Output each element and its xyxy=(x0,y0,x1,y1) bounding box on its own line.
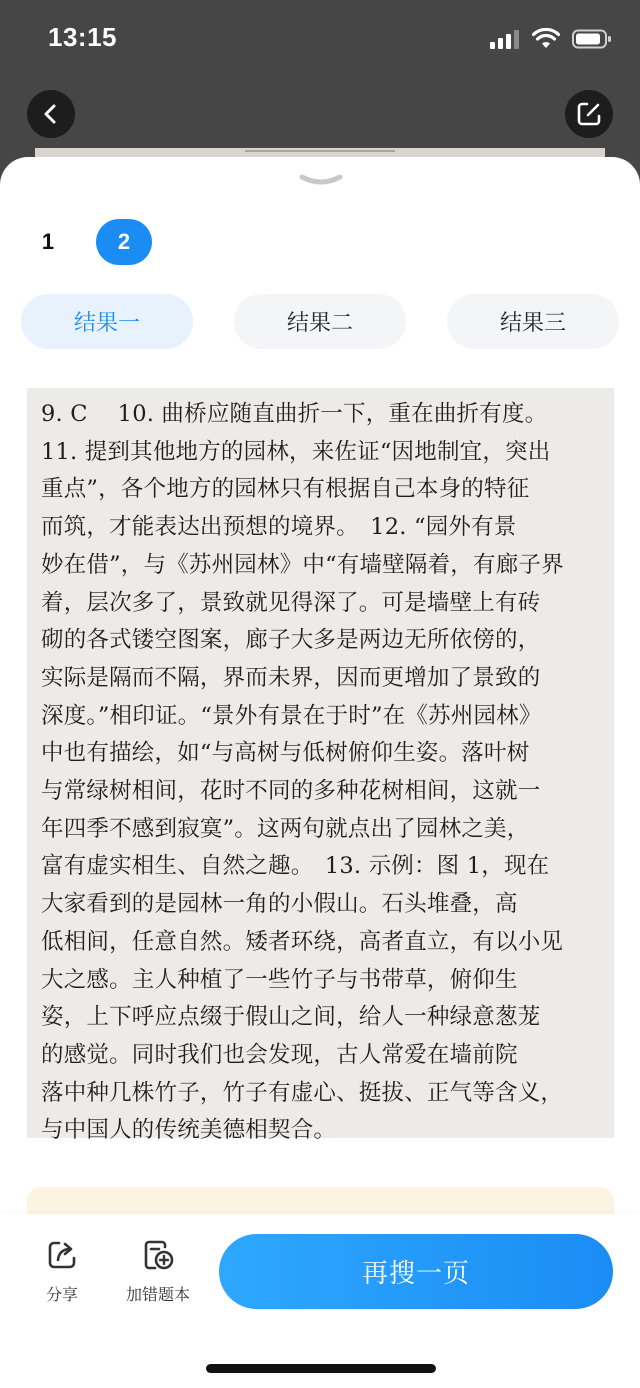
answer-line: 实际是隔而不隔，界而未界，因而更增加了景致的 xyxy=(41,664,541,691)
answer-line: 而筑，才能表达出预想的境界。 12. “园外有景 xyxy=(41,514,517,541)
search-again-button[interactable]: 再搜一页 xyxy=(219,1234,613,1309)
answer-line: 中也有描绘，如“与高树与低树俯仰生姿。落叶树 xyxy=(41,740,530,767)
bottom-toolbar xyxy=(0,1214,640,1388)
wifi-icon xyxy=(532,28,560,49)
add-wrong-book-icon xyxy=(141,1238,175,1272)
result-tab-1[interactable]: 结果一 xyxy=(21,294,193,349)
answer-line: 富有虚实相生、自然之趣。 13. 示例：图 1，现在 xyxy=(41,853,550,880)
answer-line: 9. C 10. 曲桥应随直曲折一下，重在曲折有度。 xyxy=(41,401,548,427)
answer-line: 低相间，任意自然。矮者环绕，高者直立，有以小见 xyxy=(41,928,564,955)
answer-line: 深度。”相印证。“景外有景在于时”在《苏州园林》 xyxy=(41,702,542,729)
answer-line: 落中种几株竹子，竹子有虚心、挺拔、正气等含义， xyxy=(41,1079,564,1106)
page-tab-2[interactable]: 2 xyxy=(96,219,152,265)
answer-line: 与中国人的传统美德相契合。 xyxy=(41,1117,337,1144)
answer-line: 大之感。主人种植了一些竹子与书带草，俯仰生 xyxy=(41,966,518,993)
cellular-signal-icon xyxy=(490,29,520,49)
result-tabs xyxy=(21,294,619,349)
answer-line: 的感觉。同时我们也会发现，古人常爱在墙前院 xyxy=(41,1041,518,1068)
status-time: 13:15 xyxy=(48,22,117,52)
share-button[interactable] xyxy=(38,1238,86,1305)
answer-line: 砌的各式镂空图案，廊子大多是两边无所依傍的， xyxy=(41,627,541,654)
answer-line: 姿，上下呼应点缀于假山之间，给人一种绿意葱茏 xyxy=(41,1004,541,1031)
answer-line: 11. 提到其他地方的园林，来佐证“因地制宜，突出 xyxy=(41,438,551,465)
page-tabs xyxy=(26,219,152,265)
status-bar xyxy=(0,0,640,80)
answer-line: 与常绿树相间，花时不同的多种花树相间，这就一 xyxy=(41,778,541,805)
share-icon xyxy=(45,1238,79,1272)
sheet-handle-chevron-icon[interactable] xyxy=(298,173,344,189)
home-indicator xyxy=(206,1364,436,1373)
add-wrong-book-label: 加错题本 xyxy=(125,1285,190,1304)
result-sheet xyxy=(0,157,640,1388)
edit-icon xyxy=(576,101,602,127)
edit-button[interactable] xyxy=(565,90,613,138)
back-button[interactable] xyxy=(27,90,75,138)
answer-line: 重点”，各个地方的园林只有根据自己本身的特征 xyxy=(41,476,530,503)
answer-line: 大家看到的是园林一角的小假山。石头堆叠，高 xyxy=(41,891,518,918)
add-wrong-book-button[interactable] xyxy=(118,1238,198,1305)
answer-line: 年四季不感到寂寞”。这两句就点出了园林之美， xyxy=(41,815,530,842)
answer-line: 妙在借”，与《苏州园林》中“有墙壁隔着，有廊子界 xyxy=(41,551,564,578)
page-tab-1[interactable]: 1 xyxy=(41,229,55,254)
answer-scan-image xyxy=(27,388,614,1144)
status-icons xyxy=(490,28,612,49)
chevron-left-icon xyxy=(40,103,62,125)
result-tab-2[interactable]: 结果二 xyxy=(234,294,406,349)
answer-line: 着，层次多了，景致就见得深了。可是墙壁上有砖 xyxy=(41,589,541,616)
battery-icon xyxy=(572,29,612,49)
share-label: 分享 xyxy=(45,1285,78,1304)
result-tab-3[interactable]: 结果三 xyxy=(447,294,619,349)
